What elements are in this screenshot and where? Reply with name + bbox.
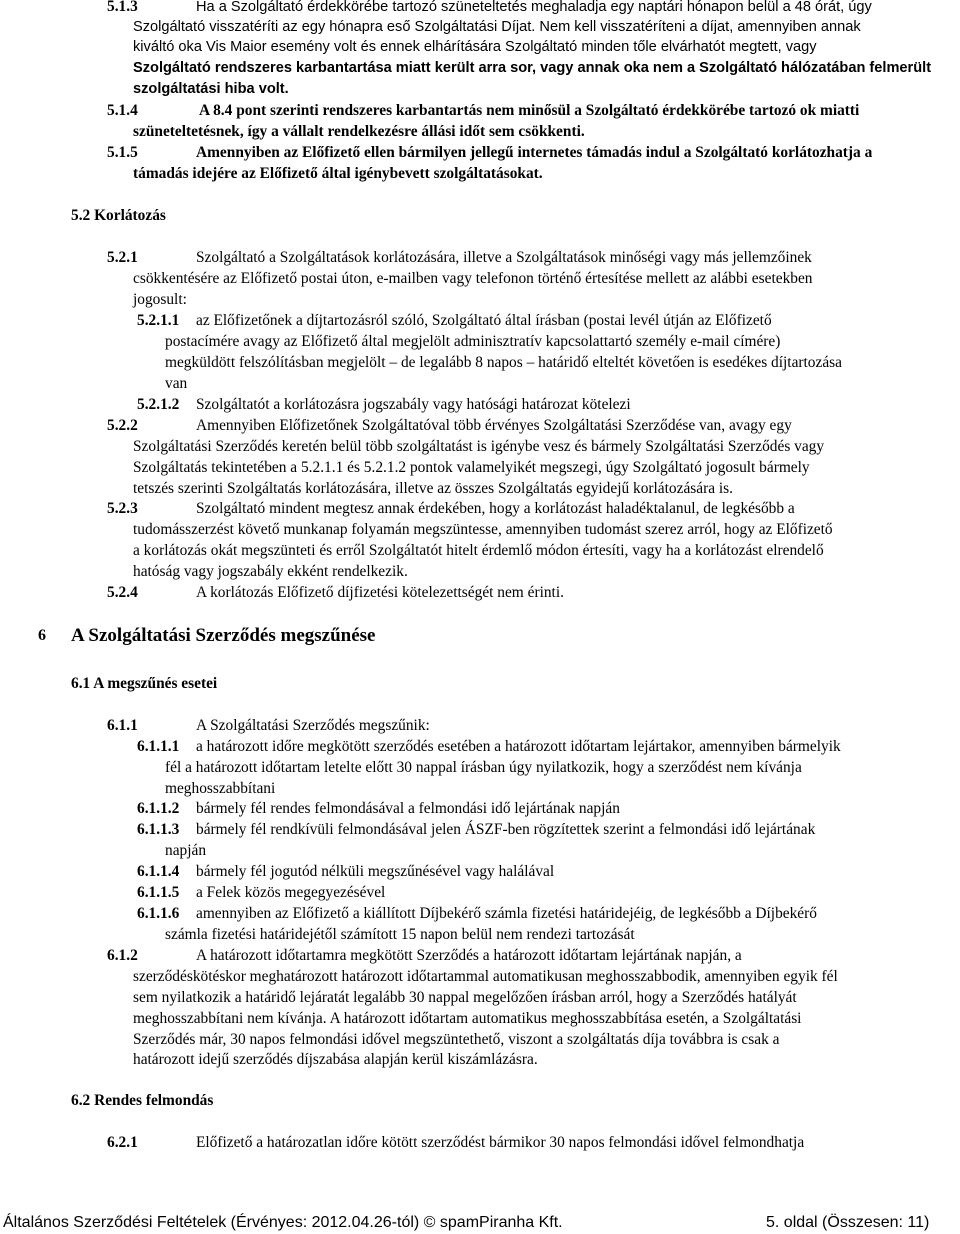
paragraph-line: Amennyiben Előfizetőnek Szolgáltatóval több érvényes Szolgáltatási Szerződése van, avagy egy bbox=[196, 417, 792, 434]
section-number: 5.1.4 bbox=[107, 102, 138, 119]
section-number: 6.2.1 bbox=[107, 1134, 138, 1151]
section-number: 6.1.2 bbox=[107, 947, 138, 964]
paragraph-line: jogosult: bbox=[133, 291, 187, 308]
paragraph-line: A korlátozás Előfizető díjfizetési kötelezettségét nem érinti. bbox=[196, 584, 564, 601]
paragraph-line: napján bbox=[165, 842, 207, 859]
paragraph-line: Előfizető a határozatlan időre kötött szerződést bármikor 30 napos felmondási idővel felmondhatja bbox=[196, 1134, 805, 1151]
section-number: 5.2.1.2 bbox=[137, 396, 180, 413]
paragraph-line: meghosszabbítani nem kívánja. A határozott időtartam automatikus meghosszabbítása esetén, a Szolgáltatási bbox=[133, 1010, 802, 1027]
section-number: 6.1.1.6 bbox=[137, 905, 180, 922]
paragraph-line: Szolgáltatási Szerződés keretén belül több szolgáltatást is igénybe vesz és bármely Szolgáltatási Szerződés vagy bbox=[133, 438, 825, 455]
paragraph-line: A határozott időtartamra megkötött Szerződés a határozott időtartam lejártának napján, a bbox=[196, 947, 742, 964]
chapter-number: 6 bbox=[38, 627, 46, 644]
section-number: 6.1.1 bbox=[107, 717, 138, 734]
section-number: 6.1.1.4 bbox=[137, 863, 180, 880]
section-number: 6.1.1.5 bbox=[137, 884, 180, 901]
paragraph-line: az Előfizetőnek a díjtartozásról szóló, Szolgáltató által írásban (postai levél útján az Előfizető bbox=[196, 312, 772, 329]
paragraph-line: bármely fél rendkívüli felmondásával jelen ÁSZF-ben rögzítettek szerint a felmondási idő lejártának bbox=[196, 821, 816, 838]
paragraph-line: számla fizetési határidejétől számított 15 napon belül nem rendezi tartozását bbox=[165, 926, 635, 943]
paragraph-line: meghosszabbítani bbox=[165, 780, 276, 797]
paragraph-line: szerződéskötéskor meghatározott határozott időtartammal automatikusan meghosszabbodik, amennyiben egyik fél bbox=[133, 968, 838, 985]
section-number: 5.2.2 bbox=[107, 417, 138, 434]
paragraph-line: Szerződés már, 30 napos felmondási idővel megszüntethető, viszont a szolgáltatás díja továbbra is csak a bbox=[133, 1031, 780, 1048]
section-number: 6.1.1.1 bbox=[137, 738, 180, 755]
paragraph-line: postacímére avagy az Előfizető által megjelölt adminisztratív kapcsolattartó személy e-mail címére) bbox=[165, 333, 781, 350]
paragraph-line: Szolgáltatót a korlátozásra jogszabály vagy hatósági határozat kötelezi bbox=[196, 396, 631, 413]
paragraph-line: amennyiben az Előfizető a kiállított Díjbekérő számla fizetési határidejéig, de legkésőbb a Díjbekérő bbox=[196, 905, 817, 922]
section-heading: 6.1 A megszűnés esetei bbox=[71, 675, 218, 692]
paragraph-line: határozott idejű szerződés díjszabása alapján kerül kiszámlázásra. bbox=[133, 1051, 538, 1068]
section-number: 5.2.4 bbox=[107, 584, 138, 601]
paragraph-line: Szolgáltató a Szolgáltatások korlátozására, illetve a Szolgáltatások minőségi vagy más jellemzőinek bbox=[196, 249, 812, 266]
section-heading: 6.2 Rendes felmondás bbox=[71, 1092, 214, 1109]
paragraph-line: bármely fél jogutód nélküli megszűnésével vagy halálával bbox=[196, 863, 555, 880]
paragraph-line: Szolgáltató mindent megtesz annak érdekében, hogy a korlátozást haladéktalanul, de legkésőbb a bbox=[196, 500, 795, 517]
footer-left: Általános Szerződési Feltételek (Érvényes: 2012.04.26-tól) © spamPiranha Kft. bbox=[3, 1214, 563, 1231]
paragraph-line: a határozott időre megkötött szerződés esetében a határozott időtartam lejártakor, amennyiben bármelyik bbox=[196, 738, 841, 755]
paragraph-line: bármely fél rendes felmondásával a felmondási idő lejártának napján bbox=[196, 800, 620, 817]
section-number: 5.1.3 bbox=[107, 0, 138, 15]
paragraph-line: hatóság vagy jogszabály ekként rendelkezik. bbox=[133, 563, 408, 580]
paragraph-line: fél a határozott időtartam letelte előtt 30 nappal írásban úgy nyilatkozik, hogy a szerződést nem kívánja bbox=[165, 759, 802, 776]
paragraph-line: Szolgáltató rendszeres karbantartása miatt került arra sor, vagy annak oka nem a Szolgáltató hálózatában felmerült bbox=[133, 60, 932, 76]
paragraph-line: szüneteltetésnek, így a vállalt rendelkezésre állási időt sem csökkenti. bbox=[133, 123, 585, 140]
section-number: 5.1.5 bbox=[107, 144, 138, 161]
section-number: 5.2.3 bbox=[107, 500, 138, 517]
section-number: 5.2.1.1 bbox=[137, 312, 180, 329]
section-number: 5.2.1 bbox=[107, 249, 138, 266]
paragraph-line: a Felek közös megegyezésével bbox=[196, 884, 386, 901]
paragraph-line: a korlátozás okát megszünteti és erről Szolgáltatót hitelt érdemlő módon értesíti, vagy ha a korlátozást elrendelő bbox=[133, 542, 824, 559]
paragraph-line: kiváltó oka Vis Maior esemény volt és ennek elhárítására Szolgáltató minden tőle elvárhatót megtett, vagy bbox=[133, 39, 817, 55]
footer-page-number: 5. oldal (Összesen: 11) bbox=[766, 1214, 930, 1231]
paragraph-line: A 8.4 pont szerinti rendszeres karbantartás nem minősül a Szolgáltató érdekkörébe tartozó ok miatti bbox=[199, 102, 860, 119]
paragraph-line: sem nyilatkozik a határidő lejáratát legalább 30 nappal megelőzően írásban arról, hogy a Szerződés hatályát bbox=[133, 989, 797, 1006]
paragraph-line: tudomásszerzést követő munkanap folyamán megszüntesse, amennyiben tudomást szerez arról, hogy az Előfizető bbox=[133, 521, 833, 538]
section-number: 6.1.1.2 bbox=[137, 800, 180, 817]
section-heading: 5.2 Korlátozás bbox=[71, 207, 166, 224]
paragraph-line: Szolgáltatás tekintetében a 5.2.1.1 és 5.2.1.2 pontok valamelyikét megszegi, úgy Szolgáltató jogosult bármely bbox=[133, 459, 810, 476]
paragraph-line: A Szolgáltatási Szerződés megszűnik: bbox=[196, 717, 430, 734]
paragraph-line: támadás idejére az Előfizető által igénybevett szolgáltatásokat. bbox=[133, 165, 543, 182]
chapter-title: A Szolgáltatási Szerződés megszűnése bbox=[71, 625, 376, 646]
section-number: 6.1.1.3 bbox=[137, 821, 180, 838]
paragraph-line: csökkentésére az Előfizető postai úton, e-mailben vagy telefonon történő értesítése mellett az alábbi esetekben bbox=[133, 270, 813, 287]
paragraph-line: Szolgáltató visszatéríti az egy hónapra eső Szolgáltatási Díjat. Nem kell visszatéríteni a díjat, amennyiben annak bbox=[133, 19, 861, 35]
paragraph-line: van bbox=[165, 375, 188, 392]
paragraph-line: Ha a Szolgáltató érdekkörébe tartozó szüneteltetés meghaladja egy naptári hónapon belül a 48 órát, úgy bbox=[196, 0, 872, 15]
paragraph-line: szolgáltatási hiba volt. bbox=[133, 81, 289, 97]
paragraph-line: tetszés szerinti Szolgáltatás korlátozására, illetve az összes Szolgáltatás egyidejű korlátozására is. bbox=[133, 480, 734, 497]
paragraph-line: megküldött felszólításban megjelölt – de legalább 8 napos – határidő elteltét követően is esedékes díjtartozása bbox=[165, 354, 842, 371]
paragraph-line: Amennyiben az Előfizető ellen bármilyen jellegű internetes támadás indul a Szolgáltató korlátozhatja a bbox=[196, 144, 873, 161]
